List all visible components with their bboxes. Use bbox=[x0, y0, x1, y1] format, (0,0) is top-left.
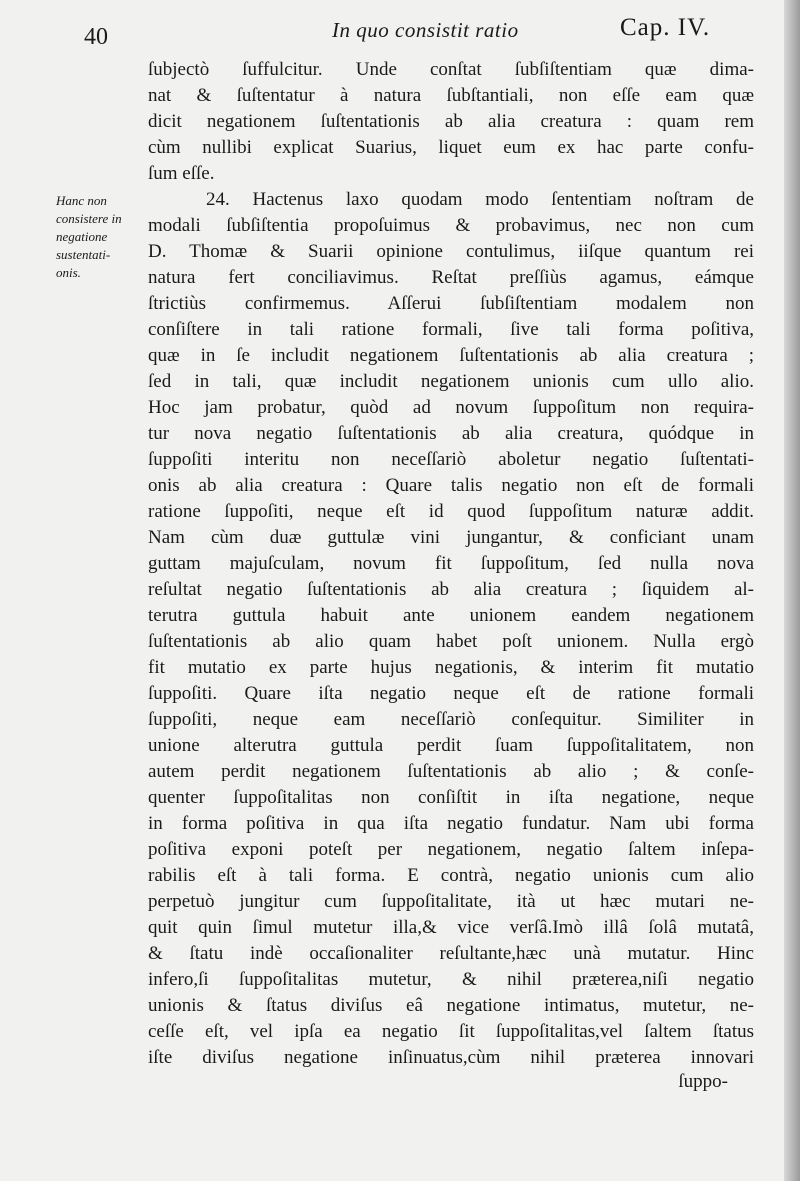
text-line: ſuppoſiti interitu non neceſſariò aboletur negatio ſuſtentati- bbox=[148, 449, 754, 470]
text-line: ceſſe eſt, vel ipſa ea negatio ſit ſuppoſitalitas,vel ſaltem ſtatus bbox=[148, 1021, 754, 1042]
text-line: unionis & ſtatus diviſus eâ negatione intimatus, mutetur, ne- bbox=[148, 995, 754, 1016]
text-line: Nam cùm duæ guttulæ vini jungantur, & conficiant unam bbox=[148, 527, 754, 548]
text-line: modali ſubſiſtentia propoſuimus & probavimus, nec non cum bbox=[148, 215, 754, 236]
text-line: & ſtatu indè occaſionaliter reſultante,hæc unà mutatur. Hinc bbox=[148, 943, 754, 964]
text-line: conſiſtere in tali ratione formali, ſive tali forma poſitiva, bbox=[148, 319, 754, 340]
chapter-heading: Cap. IV. bbox=[620, 14, 711, 41]
margin-note-line: Hanc non bbox=[56, 193, 107, 208]
text-line: quenter ſuppoſitalitas non conſiſtit in iſta negatione, neque bbox=[148, 787, 754, 808]
text-line: nat & ſuſtentatur à natura ſubſtantiali, non eſſe eam quæ bbox=[148, 85, 754, 106]
text-line: iſte diviſus negatione inſinuatus,cùm nihil præterea innovari bbox=[148, 1047, 754, 1068]
text-line: guttam majuſculam, novum fit ſuppoſitum, ſed nulla nova bbox=[148, 553, 754, 574]
margin-note bbox=[56, 192, 150, 282]
text-line: unione alterutra guttula perdit ſuam ſuppoſitalitatem, non bbox=[148, 735, 754, 756]
text-line: quæ in ſe includit negationem ſuſtentationis ab alia creatura ; bbox=[148, 345, 754, 366]
text-line: infero,ſi ſuppoſitalitas mutetur, & nihil præterea,niſi negatio bbox=[148, 969, 754, 990]
running-title: In quo consistit ratio bbox=[332, 18, 519, 42]
margin-note-line: sustentati- bbox=[56, 247, 111, 262]
text-line: dicit negationem ſuſtentationis ab alia creatura : quam rem bbox=[148, 111, 754, 132]
catchword: ſuppo- bbox=[678, 1071, 728, 1092]
text-line: ſtrictiùs confirmemus. Aſſerui ſubſiſtentiam modalem non bbox=[148, 293, 754, 314]
text-line: autem perdit negationem ſuſtentationis ab alio ; & conſe- bbox=[148, 761, 754, 782]
text-line: in forma poſitiva in qua iſta negatio fundatur. Nam ubi forma bbox=[148, 813, 754, 834]
text-line: quit quin ſimul mutetur illa,& vice verſâ.Imò illâ ſolâ mutatâ, bbox=[148, 917, 754, 938]
text-line: ratione ſuppoſiti, neque eſt id quod ſuppoſitum naturæ addit. bbox=[148, 501, 754, 522]
text-line: onis ab alia creatura : Quare talis negatio non eſt de formali bbox=[148, 475, 754, 496]
page-edge-shadow bbox=[784, 0, 800, 1181]
text-line: ſuſtentationis ab alio quam habet poſt unionem. Nulla ergò bbox=[148, 631, 754, 652]
text-line: poſitiva exponi poteſt per negationem, negatio ſaltem inſepa- bbox=[148, 839, 754, 860]
text-line: D. Thomæ & Suarii opinione contulimus, iiſque quantum rei bbox=[148, 241, 754, 262]
margin-note-line: negatione bbox=[56, 229, 108, 244]
margin-note-line: consistere in bbox=[56, 211, 122, 226]
text-line: Hoc jam probatur, quòd ad novum ſuppoſitum non requira- bbox=[148, 397, 754, 418]
text-line: natura fert conciliavimus. Reſtat preſſiùs agamus, eámque bbox=[148, 267, 754, 288]
text-line: ſum eſſe. bbox=[148, 163, 215, 184]
body-text bbox=[148, 57, 754, 1071]
margin-note-line: onis. bbox=[56, 265, 81, 280]
text-line: ſed in tali, quæ includit negationem unionis cum ullo alio. bbox=[148, 371, 754, 392]
text-line: ſuppoſiti, neque eam neceſſariò conſequitur. Similiter in bbox=[148, 709, 754, 730]
text-line: rabilis eſt à tali forma. E contrà, negatio unionis cum alio bbox=[148, 865, 754, 886]
text-line: perpetuò jungitur cum ſuppoſitalitate, ità ut hæc mutari ne- bbox=[148, 891, 754, 912]
text-line: ſuppoſiti. Quare iſta negatio neque eſt de ratione formali bbox=[148, 683, 754, 704]
text-line: cùm nullibi explicat Suarius, liquet eum ex hac parte confu- bbox=[148, 137, 754, 158]
page-number: 40 bbox=[84, 24, 108, 50]
text-line: reſultat negatio ſuſtentationis ab alia creatura ; ſiquidem al- bbox=[148, 579, 754, 600]
text-line: terutra guttula habuit ante unionem eandem negationem bbox=[148, 605, 754, 626]
text-line: ſubjectò ſuffulcitur. Unde conſtat ſubſiſtentiam quæ dima- bbox=[148, 59, 754, 80]
text-line: fit mutatio ex parte hujus negationis, & interim fit mutatio bbox=[148, 657, 754, 678]
paragraph-start-line: 24. Hactenus laxo quodam modo ſententiam noſtram de bbox=[206, 189, 754, 210]
text-line: tur nova negatio ſuſtentationis ab alia creatura, quódque in bbox=[148, 423, 754, 444]
